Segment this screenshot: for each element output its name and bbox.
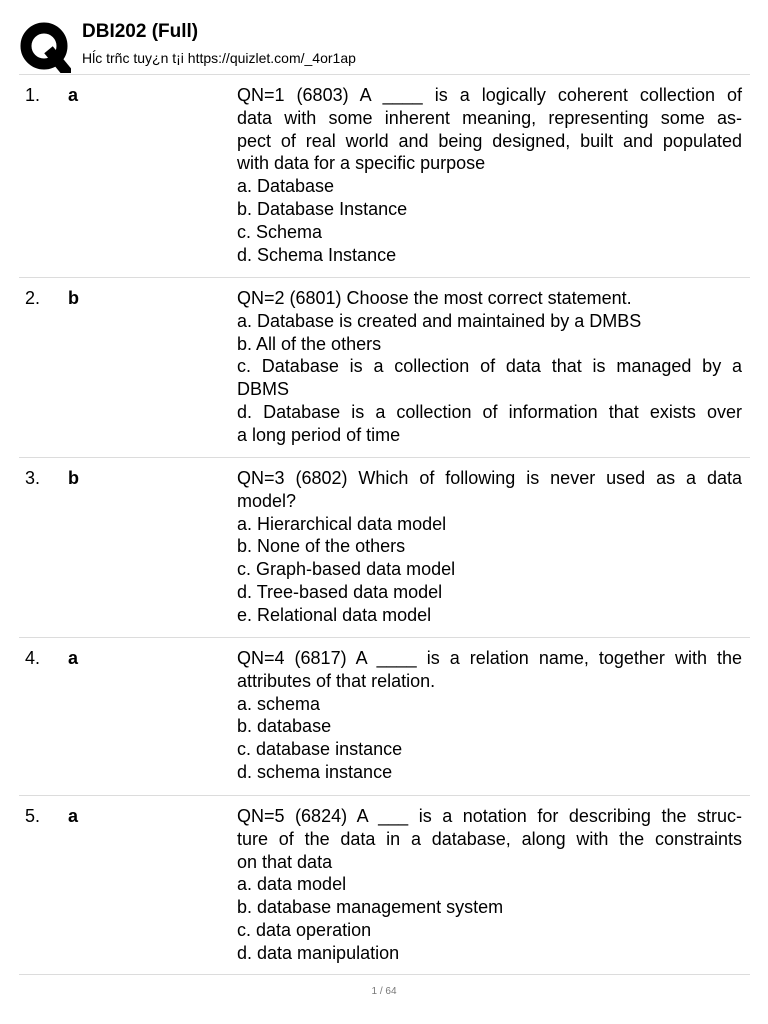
option-line: e. Relational data model	[237, 604, 432, 625]
document-title: DBI202 (Full)	[82, 21, 199, 42]
option-line: b. database management system	[237, 897, 504, 918]
option-line: c. Database is a collection of data that is managed by a	[237, 356, 742, 377]
question-text	[237, 805, 742, 965]
question-row	[19, 795, 750, 975]
question-line: QN=2 (6801) Choose the most correct statement.	[237, 288, 632, 308]
question-number: 5.	[25, 806, 41, 826]
question-row	[19, 74, 750, 277]
question-row	[19, 637, 750, 795]
option-line: a. schema	[237, 693, 321, 714]
page-header	[0, 0, 768, 74]
option-line: b. database	[237, 716, 332, 737]
option-line: b. None of the others	[237, 536, 406, 557]
question-line: model?	[237, 490, 297, 511]
option-line: d. Tree-based data model	[237, 581, 443, 602]
option-line: a. Database is created and maintained by a DMBS	[237, 310, 642, 331]
quizlet-logo-icon	[19, 21, 71, 73]
question-line: ture of the data in a database, along with the constraints	[237, 828, 742, 849]
question-number: 1.	[25, 85, 41, 105]
option-line: d. data manipulation	[237, 942, 400, 963]
option-line: a. Database	[237, 176, 335, 197]
question-text	[237, 647, 742, 784]
option-line: d. Database is a collection of information that exists over	[237, 401, 742, 422]
question-row	[19, 457, 750, 637]
question-line: data with some inherent meaning, representing some as-	[237, 107, 742, 128]
option-line: c. Schema	[237, 221, 323, 242]
option-line: c. data operation	[237, 919, 372, 940]
option-line: b. Database Instance	[237, 198, 408, 219]
option-line: d. Schema Instance	[237, 244, 397, 265]
question-line: QN=4 (6817) A ____ is a relation name, together with the	[237, 648, 742, 668]
option-line: c. database instance	[237, 739, 403, 760]
question-line: QN=5 (6824) A ___ is a notation for describing the struc-	[237, 806, 742, 826]
question-answer: b	[68, 288, 79, 308]
question-list	[19, 74, 750, 975]
question-line: on that data	[237, 851, 333, 872]
question-answer: a	[68, 648, 79, 668]
question-text	[237, 287, 742, 447]
option-line: d. schema instance	[237, 761, 393, 782]
question-line: with data for a specific purpose	[237, 153, 486, 174]
option-line: b. All of the others	[237, 333, 382, 354]
question-row	[19, 277, 750, 457]
option-line: c. Graph-based data model	[237, 559, 456, 580]
question-answer: a	[68, 85, 79, 105]
page-number: 1 / 64	[371, 986, 397, 997]
question-line: pect of real world and being designed, built and populated	[237, 130, 742, 151]
option-line: a long period of time	[237, 424, 401, 445]
option-line: DBMS	[237, 379, 290, 400]
option-line: a. data model	[237, 874, 347, 895]
question-line: attributes of that relation.	[237, 670, 436, 691]
question-text	[237, 84, 742, 266]
question-text	[237, 467, 742, 627]
question-line: QN=1 (6803) A ____ is a logically coherent collection of	[237, 85, 742, 105]
question-line: QN=3 (6802) Which of following is never used as a data	[237, 468, 742, 488]
question-number: 4.	[25, 648, 41, 668]
question-number: 3.	[25, 468, 41, 488]
document-subtitle: Hĺc trñc tuy¿n t¡i https://quizlet.com/_4or1ap	[82, 50, 356, 66]
question-answer: a	[68, 806, 79, 826]
question-answer: b	[68, 468, 79, 488]
option-line: a. Hierarchical data model	[237, 513, 447, 534]
question-number: 2.	[25, 288, 41, 308]
